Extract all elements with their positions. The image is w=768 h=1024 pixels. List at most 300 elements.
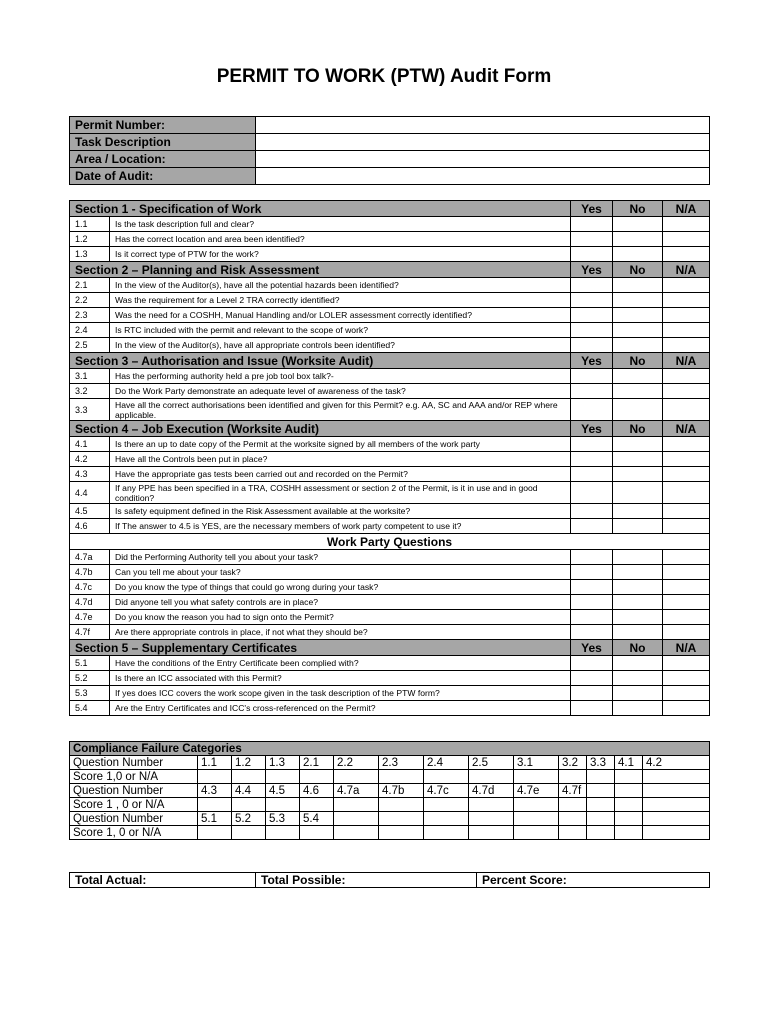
section-header-row [70, 640, 710, 656]
question-number-cell [587, 784, 615, 798]
no-answer-cell[interactable] [613, 625, 663, 640]
question-number-cell: 4.5 [266, 784, 300, 798]
no-answer-cell[interactable] [613, 595, 663, 610]
question-number-row [70, 756, 710, 770]
no-answer-cell[interactable] [613, 437, 663, 452]
no-answer-cell[interactable] [613, 452, 663, 467]
score-cell[interactable] [300, 770, 334, 784]
score-cell[interactable] [424, 770, 469, 784]
question-row [70, 656, 710, 671]
yes-answer-cell[interactable] [571, 671, 613, 686]
no-answer-cell[interactable] [613, 338, 663, 353]
work-party-title: Work Party Questions [70, 534, 710, 550]
yes-answer-cell[interactable] [571, 580, 613, 595]
score-cell[interactable] [615, 770, 643, 784]
yes-column-header: Yes [571, 262, 613, 278]
score-cell[interactable] [232, 798, 266, 812]
yes-answer-cell[interactable] [571, 686, 613, 701]
info-label: Task Description [70, 134, 256, 151]
question-text: Have all the Controls been put in place? [110, 452, 571, 467]
no-column-header: No [613, 353, 663, 369]
permit-info-table [69, 116, 710, 185]
question-number-row [70, 784, 710, 798]
question-row [70, 482, 710, 504]
question-number-cell: 4.6 [300, 784, 334, 798]
compliance-row-label: Question Number [70, 756, 198, 770]
yes-answer-cell[interactable] [571, 232, 613, 247]
score-cell[interactable] [587, 770, 615, 784]
question-number: 4.4 [70, 482, 110, 504]
question-number-cell [643, 784, 710, 798]
question-row [70, 323, 710, 338]
no-column-header: No [613, 201, 663, 217]
no-answer-cell[interactable] [613, 232, 663, 247]
score-cell[interactable] [266, 798, 300, 812]
yes-answer-cell[interactable] [571, 656, 613, 671]
no-answer-cell[interactable] [613, 656, 663, 671]
section-header-row [70, 201, 710, 217]
question-number-cell: 3.3 [587, 756, 615, 770]
question-number: 3.2 [70, 384, 110, 399]
question-number: 2.2 [70, 293, 110, 308]
question-number: 4.1 [70, 437, 110, 452]
percent-score-cell[interactable]: Percent Score: [477, 873, 710, 888]
score-cell[interactable] [266, 826, 300, 840]
question-number-cell [587, 812, 615, 826]
yes-column-header: Yes [571, 640, 613, 656]
na-answer-cell[interactable] [663, 580, 710, 595]
no-answer-cell[interactable] [613, 217, 663, 232]
question-number-row [70, 812, 710, 826]
info-row [70, 134, 710, 151]
no-answer-cell[interactable] [613, 323, 663, 338]
no-answer-cell[interactable] [613, 384, 663, 399]
question-number: 4.7b [70, 565, 110, 580]
question-number: 4.7d [70, 595, 110, 610]
question-row [70, 369, 710, 384]
score-cell[interactable] [469, 826, 514, 840]
question-row [70, 610, 710, 625]
no-answer-cell[interactable] [613, 278, 663, 293]
compliance-row-label: Score 1,0 or N/A [70, 770, 198, 784]
na-answer-cell[interactable] [663, 278, 710, 293]
question-number: 3.3 [70, 399, 110, 421]
yes-answer-cell[interactable] [571, 482, 613, 504]
section-title: Section 4 – Job Execution (Worksite Audit) [70, 421, 571, 437]
compliance-title: Compliance Failure Categories [70, 742, 710, 756]
na-answer-cell[interactable] [663, 384, 710, 399]
question-number: 2.3 [70, 308, 110, 323]
na-answer-cell[interactable] [663, 610, 710, 625]
no-answer-cell[interactable] [613, 467, 663, 482]
na-answer-cell[interactable] [663, 482, 710, 504]
question-text: Is RTC included with the permit and relevant to the scope of work? [110, 323, 571, 338]
na-column-header: N/A [663, 262, 710, 278]
score-cell[interactable] [424, 798, 469, 812]
question-row [70, 217, 710, 232]
question-row [70, 232, 710, 247]
yes-answer-cell[interactable] [571, 550, 613, 565]
question-number-cell: 4.7a [334, 784, 379, 798]
no-answer-cell[interactable] [613, 610, 663, 625]
question-row [70, 452, 710, 467]
score-cell[interactable] [643, 826, 710, 840]
na-answer-cell[interactable] [663, 293, 710, 308]
info-value-cell[interactable] [256, 117, 710, 134]
question-row [70, 519, 710, 534]
audit-questions-table [69, 200, 710, 716]
question-text: Was the need for a COSHH, Manual Handling and/or LOLER assessment correctly identified? [110, 308, 571, 323]
na-column-header: N/A [663, 353, 710, 369]
yes-answer-cell[interactable] [571, 217, 613, 232]
question-number: 1.1 [70, 217, 110, 232]
na-answer-cell[interactable] [663, 595, 710, 610]
no-answer-cell[interactable] [613, 369, 663, 384]
question-number-cell: 4.2 [643, 756, 710, 770]
yes-answer-cell[interactable] [571, 701, 613, 716]
question-text: Is there an ICC associated with this Permit? [110, 671, 571, 686]
question-number-cell [334, 812, 379, 826]
question-row [70, 701, 710, 716]
question-row [70, 278, 710, 293]
score-row [70, 770, 710, 784]
yes-answer-cell[interactable] [571, 519, 613, 534]
na-answer-cell[interactable] [663, 519, 710, 534]
na-answer-cell[interactable] [663, 550, 710, 565]
info-value-cell[interactable] [256, 168, 710, 185]
info-label: Date of Audit: [70, 168, 256, 185]
question-text: Is it correct type of PTW for the work? [110, 247, 571, 262]
na-answer-cell[interactable] [663, 452, 710, 467]
no-answer-cell[interactable] [613, 247, 663, 262]
yes-answer-cell[interactable] [571, 595, 613, 610]
question-number-cell: 2.1 [300, 756, 334, 770]
question-row [70, 595, 710, 610]
total-actual-cell[interactable]: Total Actual: [70, 873, 256, 888]
no-column-header: No [613, 262, 663, 278]
na-answer-cell[interactable] [663, 565, 710, 580]
compliance-body [70, 742, 710, 840]
no-answer-cell[interactable] [613, 504, 663, 519]
yes-answer-cell[interactable] [571, 565, 613, 580]
na-answer-cell[interactable] [663, 467, 710, 482]
question-row [70, 550, 710, 565]
section-title: Section 2 – Planning and Risk Assessment [70, 262, 571, 278]
section-title: Section 5 – Supplementary Certificates [70, 640, 571, 656]
question-number-cell: 4.7c [424, 784, 469, 798]
na-column-header: N/A [663, 421, 710, 437]
question-row [70, 247, 710, 262]
question-text: Do you know the type of things that could go wrong during your task? [110, 580, 571, 595]
question-number-cell [643, 812, 710, 826]
info-row [70, 151, 710, 168]
question-number-cell [424, 812, 469, 826]
question-number-cell: 3.2 [559, 756, 587, 770]
score-cell[interactable] [615, 798, 643, 812]
question-number-cell: 5.2 [232, 812, 266, 826]
question-text: In the view of the Auditor(s), have all the potential hazards been identified? [110, 278, 571, 293]
question-number-cell: 1.2 [232, 756, 266, 770]
question-number-cell [615, 812, 643, 826]
score-cell[interactable] [300, 826, 334, 840]
question-text: If The answer to 4.5 is YES, are the necessary members of work party competent to use it? [110, 519, 571, 534]
score-cell[interactable] [587, 826, 615, 840]
question-text: If yes does ICC covers the work scope given in the task description of the PTW form? [110, 686, 571, 701]
audit-questions-body [70, 201, 710, 716]
yes-answer-cell[interactable] [571, 399, 613, 421]
yes-answer-cell[interactable] [571, 338, 613, 353]
totals-row [70, 873, 710, 888]
question-number: 3.1 [70, 369, 110, 384]
question-number-cell: 4.4 [232, 784, 266, 798]
question-text: Have all the correct authorisations been identified and given for this Permit? e.g. AA, SC and AAA and/or REP where applicable. [110, 399, 571, 421]
score-cell[interactable] [379, 826, 424, 840]
section-title: Section 1 - Specification of Work [70, 201, 571, 217]
question-number: 4.5 [70, 504, 110, 519]
question-number-cell: 5.3 [266, 812, 300, 826]
score-cell[interactable] [379, 770, 424, 784]
question-row [70, 338, 710, 353]
question-number-cell [514, 812, 559, 826]
no-column-header: No [613, 640, 663, 656]
question-number-cell: 5.1 [198, 812, 232, 826]
yes-column-header: Yes [571, 421, 613, 437]
score-cell[interactable] [559, 826, 587, 840]
score-cell[interactable] [379, 798, 424, 812]
question-number-cell: 4.7d [469, 784, 514, 798]
na-answer-cell[interactable] [663, 247, 710, 262]
na-answer-cell[interactable] [663, 504, 710, 519]
score-cell[interactable] [643, 798, 710, 812]
question-number-cell: 4.7f [559, 784, 587, 798]
score-cell[interactable] [300, 798, 334, 812]
no-answer-cell[interactable] [613, 482, 663, 504]
question-number: 4.3 [70, 467, 110, 482]
question-text: Have the appropriate gas tests been carried out and recorded on the Permit? [110, 467, 571, 482]
question-row [70, 384, 710, 399]
score-row [70, 798, 710, 812]
info-row [70, 168, 710, 185]
question-number: 4.7f [70, 625, 110, 640]
score-cell[interactable] [232, 826, 266, 840]
question-text: Did the Performing Authority tell you about your task? [110, 550, 571, 565]
compliance-header-row [70, 742, 710, 756]
yes-answer-cell[interactable] [571, 308, 613, 323]
yes-answer-cell[interactable] [571, 467, 613, 482]
score-row [70, 826, 710, 840]
question-number-cell: 4.7e [514, 784, 559, 798]
totals-table [69, 872, 710, 888]
question-row [70, 565, 710, 580]
no-answer-cell[interactable] [613, 701, 663, 716]
na-answer-cell[interactable] [663, 338, 710, 353]
question-number-cell: 4.3 [198, 784, 232, 798]
na-column-header: N/A [663, 640, 710, 656]
question-number: 2.4 [70, 323, 110, 338]
question-text: Has the performing authority held a pre job tool box talk?- [110, 369, 571, 384]
section-header-row [70, 421, 710, 437]
question-row [70, 467, 710, 482]
score-cell[interactable] [587, 798, 615, 812]
no-answer-cell[interactable] [613, 519, 663, 534]
yes-answer-cell[interactable] [571, 293, 613, 308]
score-cell[interactable] [559, 798, 587, 812]
compliance-table [69, 741, 710, 840]
question-number: 2.5 [70, 338, 110, 353]
yes-answer-cell[interactable] [571, 610, 613, 625]
question-number: 2.1 [70, 278, 110, 293]
score-cell[interactable] [469, 770, 514, 784]
question-number-cell: 2.5 [469, 756, 514, 770]
score-cell[interactable] [334, 826, 379, 840]
yes-column-header: Yes [571, 353, 613, 369]
question-number-cell: 4.1 [615, 756, 643, 770]
score-cell[interactable] [266, 770, 300, 784]
question-text: Do you know the reason you had to sign onto the Permit? [110, 610, 571, 625]
score-cell[interactable] [514, 798, 559, 812]
question-text: Do the Work Party demonstrate an adequate level of awareness of the task? [110, 384, 571, 399]
na-answer-cell[interactable] [663, 625, 710, 640]
question-text: Have the conditions of the Entry Certificate been complied with? [110, 656, 571, 671]
form-title: PERMIT TO WORK (PTW) Audit Form [216, 66, 552, 87]
question-text: If any PPE has been specified in a TRA, COSHH assessment or section 2 of the Permit, is it in use and in good condition? [110, 482, 571, 504]
yes-answer-cell[interactable] [571, 452, 613, 467]
yes-answer-cell[interactable] [571, 278, 613, 293]
score-cell[interactable] [514, 770, 559, 784]
score-cell[interactable] [424, 826, 469, 840]
question-text: Did anyone tell you what safety controls are in place? [110, 595, 571, 610]
question-number: 4.2 [70, 452, 110, 467]
compliance-row-label: Question Number [70, 784, 198, 798]
score-cell[interactable] [232, 770, 266, 784]
question-number-cell: 4.7b [379, 784, 424, 798]
no-column-header: No [613, 421, 663, 437]
compliance-row-label: Score 1, 0 or N/A [70, 826, 198, 840]
compliance-row-label: Question Number [70, 812, 198, 826]
question-text: Are the Entry Certificates and ICC's cross-referenced on the Permit? [110, 701, 571, 716]
score-cell[interactable] [559, 770, 587, 784]
question-row [70, 437, 710, 452]
score-cell[interactable] [643, 770, 710, 784]
question-text: Has the correct location and area been identified? [110, 232, 571, 247]
na-answer-cell[interactable] [663, 308, 710, 323]
no-answer-cell[interactable] [613, 686, 663, 701]
na-answer-cell[interactable] [663, 323, 710, 338]
question-number: 4.6 [70, 519, 110, 534]
score-cell[interactable] [334, 798, 379, 812]
question-row [70, 504, 710, 519]
question-text: Is safety equipment defined in the Risk Assessment available at the worksite? [110, 504, 571, 519]
question-number-cell: 2.4 [424, 756, 469, 770]
section-title: Section 3 – Authorisation and Issue (Worksite Audit) [70, 353, 571, 369]
na-answer-cell[interactable] [663, 671, 710, 686]
yes-answer-cell[interactable] [571, 323, 613, 338]
question-number: 5.2 [70, 671, 110, 686]
score-cell[interactable] [198, 798, 232, 812]
no-answer-cell[interactable] [613, 565, 663, 580]
info-row [70, 117, 710, 134]
info-value-cell[interactable] [256, 134, 710, 151]
score-cell[interactable] [469, 798, 514, 812]
na-answer-cell[interactable] [663, 656, 710, 671]
question-number: 5.3 [70, 686, 110, 701]
work-party-header-row [70, 534, 710, 550]
question-number-cell [615, 784, 643, 798]
info-label: Permit Number: [70, 117, 256, 134]
yes-answer-cell[interactable] [571, 437, 613, 452]
question-number: 5.1 [70, 656, 110, 671]
na-answer-cell[interactable] [663, 369, 710, 384]
question-text: Is the task description full and clear? [110, 217, 571, 232]
yes-column-header: Yes [571, 201, 613, 217]
score-cell[interactable] [198, 770, 232, 784]
na-answer-cell[interactable] [663, 217, 710, 232]
question-number-cell: 2.3 [379, 756, 424, 770]
na-answer-cell[interactable] [663, 686, 710, 701]
score-cell[interactable] [615, 826, 643, 840]
yes-answer-cell[interactable] [571, 504, 613, 519]
compliance-row-label: Score 1 , 0 or N/A [70, 798, 198, 812]
question-number-cell: 2.2 [334, 756, 379, 770]
na-answer-cell[interactable] [663, 232, 710, 247]
na-answer-cell[interactable] [663, 437, 710, 452]
score-cell[interactable] [198, 826, 232, 840]
question-number: 1.2 [70, 232, 110, 247]
question-text: Is there an up to date copy of the Permit at the worksite signed by all members of the work party [110, 437, 571, 452]
question-number: 4.7a [70, 550, 110, 565]
yes-answer-cell[interactable] [571, 247, 613, 262]
question-row [70, 308, 710, 323]
question-number-cell: 1.3 [266, 756, 300, 770]
question-row [70, 580, 710, 595]
question-text: Are there appropriate controls in place, if not what they should be? [110, 625, 571, 640]
section-header-row [70, 262, 710, 278]
question-number-cell [469, 812, 514, 826]
question-text: In the view of the Auditor(s), have all appropriate controls been identified? [110, 338, 571, 353]
question-number-cell: 5.4 [300, 812, 334, 826]
question-number: 4.7c [70, 580, 110, 595]
no-answer-cell[interactable] [613, 580, 663, 595]
question-text: Was the requirement for a Level 2 TRA correctly identified? [110, 293, 571, 308]
na-column-header: N/A [663, 201, 710, 217]
no-answer-cell[interactable] [613, 399, 663, 421]
question-number-cell: 3.1 [514, 756, 559, 770]
question-number: 1.3 [70, 247, 110, 262]
yes-answer-cell[interactable] [571, 625, 613, 640]
no-answer-cell[interactable] [613, 671, 663, 686]
no-answer-cell[interactable] [613, 293, 663, 308]
info-value-cell[interactable] [256, 151, 710, 168]
question-row [70, 686, 710, 701]
info-label: Area / Location: [70, 151, 256, 168]
question-number-cell: 1.1 [198, 756, 232, 770]
na-answer-cell[interactable] [663, 399, 710, 421]
no-answer-cell[interactable] [613, 550, 663, 565]
na-answer-cell[interactable] [663, 701, 710, 716]
score-cell[interactable] [334, 770, 379, 784]
total-possible-cell[interactable]: Total Possible: [256, 873, 477, 888]
question-number-cell [379, 812, 424, 826]
no-answer-cell[interactable] [613, 308, 663, 323]
section-header-row [70, 353, 710, 369]
yes-answer-cell[interactable] [571, 369, 613, 384]
question-number: 5.4 [70, 701, 110, 716]
score-cell[interactable] [514, 826, 559, 840]
question-row [70, 293, 710, 308]
question-row [70, 399, 710, 421]
yes-answer-cell[interactable] [571, 384, 613, 399]
question-row [70, 625, 710, 640]
